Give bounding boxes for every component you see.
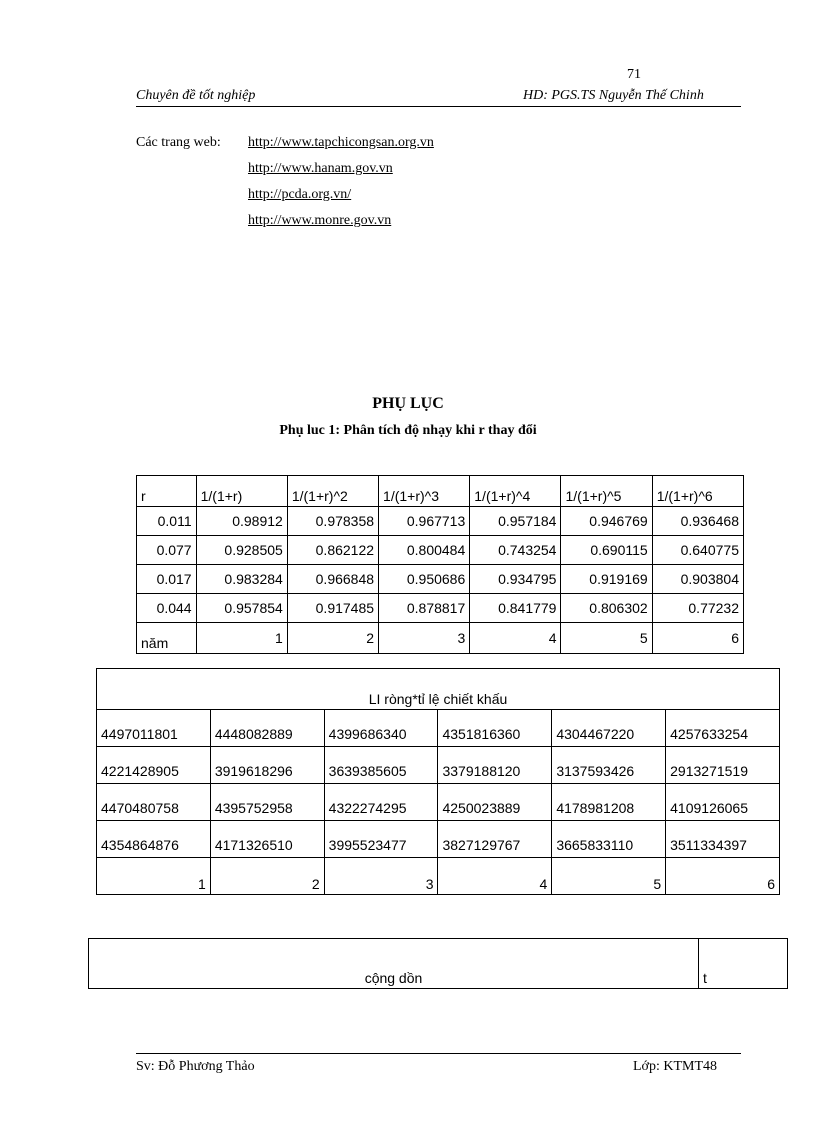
column-header: 1/(1+r): [196, 476, 287, 507]
table-cell: 4178981208: [552, 784, 666, 821]
table-cell: 0.978358: [287, 507, 378, 536]
website-link-monre[interactable]: http://www.monre.gov.vn: [248, 213, 392, 228]
table-row: [137, 507, 744, 536]
table-cell: 4470480758: [97, 784, 211, 821]
footer-student: Sv: Đỗ Phương Thảo: [136, 1059, 255, 1074]
table-cell: 3511334397: [666, 821, 780, 858]
table-cell: 4171326510: [210, 821, 324, 858]
website-link-tapchicongsan[interactable]: http://www.tapchicongsan.org.vn: [248, 135, 434, 150]
table-cell: 2: [210, 858, 324, 895]
table-cell: 0.967713: [379, 507, 470, 536]
table-cell: 0.044: [137, 594, 197, 623]
appendix-title: PHỤ LỤC: [372, 395, 444, 412]
table-cell: 0.640775: [652, 536, 743, 565]
table-cell: 0.919169: [561, 565, 652, 594]
table-cell: năm: [137, 623, 197, 654]
table-cell: 0.841779: [470, 594, 561, 623]
website-link-hanam[interactable]: http://www.hanam.gov.vn: [248, 161, 393, 176]
table-cell: 0.862122: [287, 536, 378, 565]
table-cell: 3379188120: [438, 747, 552, 784]
table-row: [137, 565, 744, 594]
column-header: 1/(1+r)^2: [287, 476, 378, 507]
table-cell: 4221428905: [97, 747, 211, 784]
table-cell: 5: [561, 623, 652, 654]
table-row: [97, 821, 780, 858]
table-cell: 4250023889: [438, 784, 552, 821]
table-row: [137, 536, 744, 565]
discount-factor-table: [136, 475, 744, 654]
header-divider: [136, 106, 741, 107]
column-header: 1/(1+r)^4: [470, 476, 561, 507]
table-cell: 1: [97, 858, 211, 895]
table-cell: 4304467220: [552, 710, 666, 747]
websites-label: Các trang web:: [136, 135, 221, 150]
table-cell: 0.878817: [379, 594, 470, 623]
table-cell: 0.917485: [287, 594, 378, 623]
table-cell: 3: [324, 858, 438, 895]
column-header: 1/(1+r)^3: [379, 476, 470, 507]
table-cell: 0.690115: [561, 536, 652, 565]
table-header-row: [137, 476, 744, 507]
table-cell: 3137593426: [552, 747, 666, 784]
table-cell: 4: [438, 858, 552, 895]
table-cell: 0.903804: [652, 565, 743, 594]
website-link-pcda[interactable]: http://pcda.org.vn/: [248, 187, 352, 202]
table-cell: 0.950686: [379, 565, 470, 594]
table-cell: 4399686340: [324, 710, 438, 747]
table-cell: 3827129767: [438, 821, 552, 858]
table-row: [97, 710, 780, 747]
table-cell: 4497011801: [97, 710, 211, 747]
table-cell: 4109126065: [666, 784, 780, 821]
table-cell: 4448082889: [210, 710, 324, 747]
table-cell: 0.800484: [379, 536, 470, 565]
table-cell: 0.806302: [561, 594, 652, 623]
table-cell: 0.966848: [287, 565, 378, 594]
footer-class: Lớp: KTMT48: [633, 1059, 718, 1074]
table-cell: 0.077: [137, 536, 197, 565]
cumulative-header: cộng dồn: [89, 939, 699, 989]
table-row: [97, 747, 780, 784]
table-cell: 3665833110: [552, 821, 666, 858]
table-cell: 6: [652, 623, 743, 654]
table-cell: 1: [196, 623, 287, 654]
table-cell: 3995523477: [324, 821, 438, 858]
table-cell: 0.928505: [196, 536, 287, 565]
table-cell: 0.017: [137, 565, 197, 594]
table-cell: 0.983284: [196, 565, 287, 594]
table-row: [137, 594, 744, 623]
header-thesis-title: Chuyên đề tốt nghiệp: [136, 88, 256, 103]
table-cell: 0.98912: [196, 507, 287, 536]
table-cell: 0.936468: [652, 507, 743, 536]
table-cell: 0.957854: [196, 594, 287, 623]
appendix-subtitle: Phụ luc 1: Phân tích độ nhạy khi r thay đổi: [279, 423, 537, 438]
table-cell: 4: [470, 623, 561, 654]
table-cell: 0.77232: [652, 594, 743, 623]
table-header-row: [89, 939, 788, 989]
table-cell: 0.011: [137, 507, 197, 536]
table-cell: 3: [379, 623, 470, 654]
table-cell: 4322274295: [324, 784, 438, 821]
table-cell: 4354864876: [97, 821, 211, 858]
table-header-row: [97, 669, 780, 710]
table-cell: 4395752958: [210, 784, 324, 821]
table-cell: 6: [666, 858, 780, 895]
table-cell: 3919618296: [210, 747, 324, 784]
table-cell: 4351816360: [438, 710, 552, 747]
column-header: r: [137, 476, 197, 507]
table-cell: 0.743254: [470, 536, 561, 565]
table-cell: 5: [552, 858, 666, 895]
cumulative-table: [88, 938, 788, 989]
table-cell: 0.946769: [561, 507, 652, 536]
column-header: 1/(1+r)^5: [561, 476, 652, 507]
table-year-row: [137, 623, 744, 654]
table-index-row: [97, 858, 780, 895]
column-header: 1/(1+r)^6: [652, 476, 743, 507]
discounted-income-table: [96, 668, 780, 895]
table-cell: 4257633254: [666, 710, 780, 747]
page-number: 71: [627, 67, 641, 82]
footer-divider: [136, 1053, 741, 1054]
table-cell: 3639385605: [324, 747, 438, 784]
table-cell: 0.934795: [470, 565, 561, 594]
header-advisor: HD: PGS.TS Nguyễn Thế Chinh: [523, 88, 704, 103]
table-row: [97, 784, 780, 821]
table-cell: 2913271519: [666, 747, 780, 784]
table-cell: 2: [287, 623, 378, 654]
t-header: t: [699, 939, 788, 989]
table-cell: 0.957184: [470, 507, 561, 536]
table-header: LI ròng*tỉ lệ chiết khấu: [97, 669, 780, 710]
